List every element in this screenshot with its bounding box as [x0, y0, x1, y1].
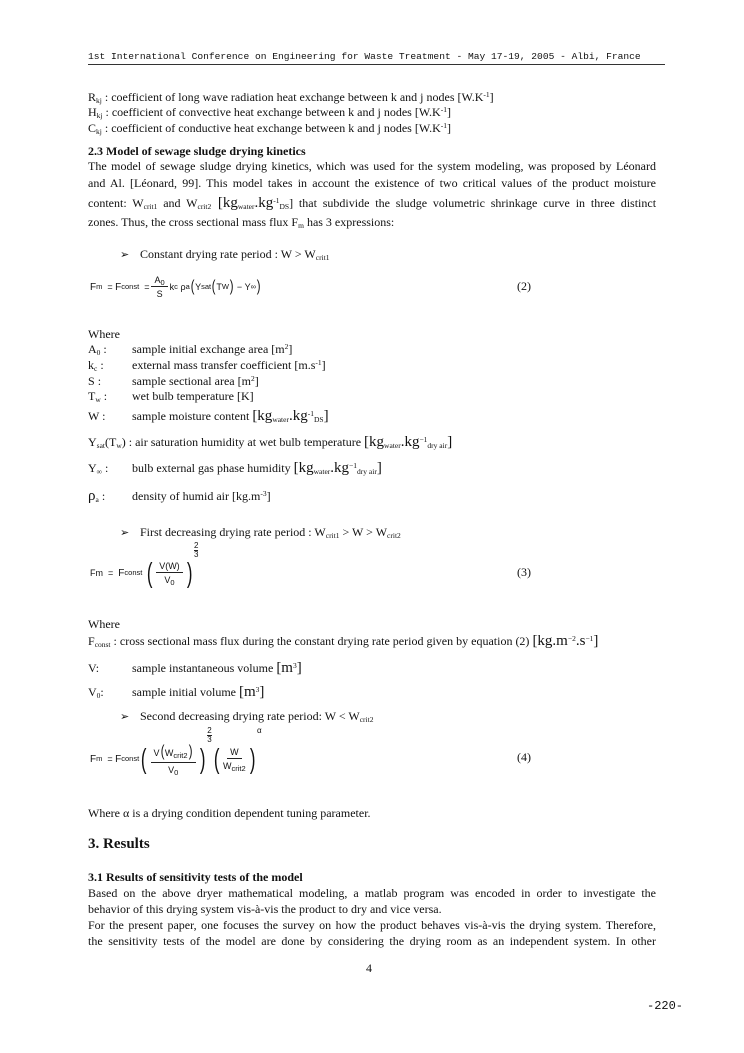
- equation-number: (2): [517, 279, 531, 293]
- variable-definition: $T_w$ : wet bulb temperature [K]: [88, 389, 254, 404]
- bullet-item: ➢ Constant drying rate period : $W > W_{crit1}$: [120, 247, 330, 262]
- section-heading: 3. Results: [88, 836, 150, 852]
- paragraph-line: content: $W_{crit1}$ and $W_{crit2}$ $[kg_{water}.kg^{-1}_{DS}]$ that subdivide the sludge volumetric shrinkage curve in three distinct: [88, 195, 657, 211]
- coefficient-line: $R_{kj}$ : coefficient of long wave radiation heat exchange between k and j nodes $[W.K^{-1}]$: [88, 90, 494, 105]
- variable-definition: $Y_{sat}(T_w)$ : air saturation humidity at wet bulb temperature $[kg_{water}.kg^{-1}_{dry air}]$: [88, 434, 453, 450]
- equation-number: (3): [517, 565, 531, 579]
- paragraph-line: and Al. [Léonard, 99]. This model takes in account the existence of two critical values of the product moisture: [88, 176, 656, 190]
- variable-definition: W : sample moisture content $[kg_{water}.kg^{-1}_{DS}]$: [88, 408, 329, 424]
- footer-page-number: -220-: [647, 999, 684, 1013]
- paragraph-line: Based on the above dryer mathematical modeling, a matlab program was encoded in order to investigate the: [88, 886, 656, 900]
- variable-definition: $V_0$: sample initial volume $[m^3]$: [88, 684, 265, 700]
- subsection-heading: 3.1 Results of sensitivity tests of the model: [88, 870, 303, 884]
- equation-3: Fm = F const ( $\frac{V(W)}{V_0}$ ) 2 3: [90, 541, 199, 588]
- arrow-bullet-icon: ➢: [120, 249, 130, 261]
- variable-definition: S : sample sectional area $[m^2]$: [88, 374, 259, 388]
- variable-definition: $F_{const}$ : cross sectional mass flux during the constant drying rate period given by equation (2) $[kg.m^{-2}.s^{-1}]$: [88, 633, 599, 649]
- equation-number: (4): [517, 750, 531, 764]
- paragraph-line: Where α is a drying condition dependent tuning parameter.: [88, 806, 371, 820]
- bullet-item: ➢ Second decreasing drying rate period: $W < W_{crit2}$: [120, 709, 374, 724]
- variable-definition: V: sample instantaneous volume $[m^3]$: [88, 660, 302, 676]
- bullet-item: ➢ First decreasing drying rate period : $W_{crit1} > W > W_{crit2}$: [120, 525, 401, 540]
- arrow-bullet-icon: ➢: [120, 711, 130, 723]
- paragraph-line: behavior of this drying system vis-à-vis the product to dry and vice versa.: [88, 902, 442, 916]
- arrow-bullet-icon: ➢: [120, 527, 130, 539]
- paragraph-line: the sensitivity tests of the model are done by considering the drying room as an independent system. In other: [88, 934, 656, 948]
- where-label: Where: [88, 617, 120, 631]
- variable-definition: $\rho_a$ : density of humid air $[kg.m^{-3}]$: [88, 488, 271, 504]
- paragraph-line: zones. Thus, the cross sectional mass flux $F_m$ has 3 expressions:: [88, 215, 395, 230]
- page-number: 4: [366, 961, 372, 975]
- paragraph-line: For the present paper, one focuses the survey on how the product behaves vis-à-vis the drying system. Therefore,: [88, 918, 656, 932]
- paragraph-line: The model of sewage sludge drying kinetics, which was used for the system modeling, was proposed by Léonard: [88, 159, 656, 173]
- equation-4: F m = F const ( $\frac{V(W_{crit2})}{V_0}$ ) 2 3 ( $\frac{W}{W_{crit2}}$ ) α: [90, 726, 262, 777]
- variable-definition: $Y_\infty$ : bulb external gas phase humidity $[kg_{water}.kg^{-1}_{dry air}]$: [88, 460, 382, 476]
- variable-definition: $k_c$ : external mass transfer coefficient $[m.s^{-1}]$: [88, 358, 326, 373]
- where-label: Where: [88, 327, 120, 341]
- variable-definition: $A_0$ : sample initial exchange area $[m^2]$: [88, 342, 293, 357]
- running-header: 1st International Conference on Engineering for Waste Treatment - May 17-19, 2005 - Albi, France: [88, 51, 665, 65]
- section-heading: 2.3 Model of sewage sludge drying kinetics: [88, 144, 306, 158]
- equation-2: F m = F const = $\frac{A_0}{S}$ k c ρ a ( Y sat ( T W ) − Y ∞ ): [90, 275, 261, 299]
- coefficient-line: $C_{kj}$ : coefficient of conductive heat exchange between k and j nodes $[W.K^{-1}]$: [88, 121, 451, 136]
- coefficient-line: $H_{kj}$ : coefficient of convective heat exchange between k and j nodes $[W.K^{-1}]$: [88, 105, 451, 120]
